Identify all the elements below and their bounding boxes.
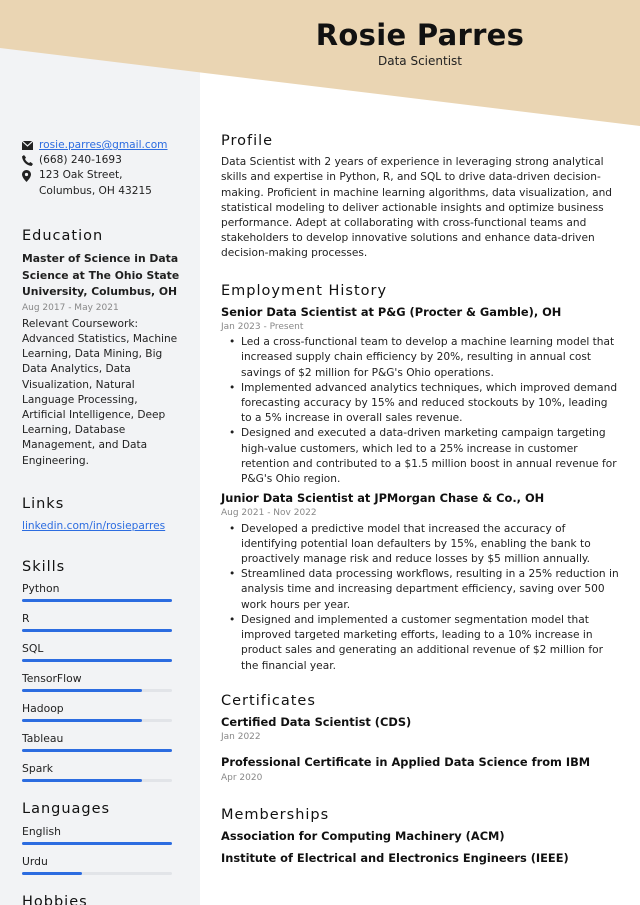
phone-icon (22, 153, 39, 168)
job-title: Senior Data Scientist at P&G (Procter & Gamble), OH (221, 304, 562, 319)
level-bar (22, 689, 172, 692)
level-bar-fill (22, 719, 142, 722)
job-bullet: • Implemented advanced analytics techniques, which improved demand forecasting accuracy by 15% and reduced stockouts by 10%, leading to a 5% increase in overall sales revenue. (241, 381, 621, 427)
linkedin-link[interactable]: linkedin.com/in/rosieparres (22, 519, 166, 532)
education-date: Aug 2017 - May 2021 (22, 302, 119, 313)
level-bar-fill (22, 842, 172, 845)
job-bullets (221, 335, 621, 487)
skill-name: SQL (22, 642, 44, 656)
contact-block (22, 138, 182, 199)
skill-item (22, 672, 182, 692)
level-bar-fill (22, 599, 172, 602)
level-bar (22, 779, 172, 782)
skill-item (22, 642, 182, 662)
links-heading: Links (22, 495, 65, 512)
certificates-heading: Certificates (221, 692, 316, 709)
memberships-section (221, 808, 621, 867)
job-bullets (221, 522, 621, 674)
certificates-list (221, 715, 621, 786)
certificate-name: Professional Certificate in Applied Data Science from IBM (221, 755, 591, 770)
job-bullet: • Designed and executed a data-driven marketing campaign targeting high-value customers, which led to a 25% increase in customer retention and contributed to a $1.5 million boost in annual revenue for P&G's Ohio region. (241, 426, 621, 487)
job-entry (221, 305, 621, 487)
job-bullet: • Designed and implemented a customer segmentation model that improved targeted marketing efforts, leading to a 10% increase in product sales and generating an additional revenue of $2 million for the financial year. (241, 613, 621, 674)
certificate-entry (221, 715, 621, 745)
membership-item: Institute of Electrical and Electronics Engineers (IEEE) (221, 851, 569, 866)
address: 123 Oak Street, Columbus, OH 43215 (39, 169, 152, 197)
membership-item: Association for Computing Machinery (ACM) (221, 828, 505, 843)
employment-heading: Employment History (221, 282, 388, 299)
main-content (221, 134, 621, 888)
level-bar-fill (22, 689, 142, 692)
resume-title: Data Scientist (378, 54, 462, 68)
skill-item (22, 702, 182, 722)
education-coursework: Relevant Coursework: Advanced Statistics, Machine Learning, Data Mining, Big Data Analytics, Data Visualization, Natural Language Processing, Artificial Intelligence, Deep Learning, Database Management, and Data Engineering. (22, 317, 178, 467)
certificate-date: Jan 2022 (221, 732, 261, 743)
job-bullet: • Developed a predictive model that increased the accuracy of identifying potential loan defaulters by 15%, enabling the bank to proactively manage risk and reduce losses by $5 million annually. (241, 522, 621, 568)
language-item (22, 825, 182, 845)
language-item (22, 855, 182, 875)
contact-phone (22, 153, 182, 168)
level-bar-fill (22, 872, 82, 875)
certificate-name: Certified Data Scientist (CDS) (221, 714, 412, 729)
job-date: Aug 2021 - Nov 2022 (221, 508, 317, 519)
memberships-list (221, 829, 621, 866)
employment-section (221, 284, 621, 674)
level-bar (22, 842, 172, 845)
memberships-heading: Memberships (221, 806, 330, 823)
languages-heading: Languages (22, 801, 111, 818)
location-pin-icon (22, 168, 39, 183)
skill-item (22, 732, 182, 752)
level-bar-fill (22, 629, 172, 632)
level-bar (22, 872, 172, 875)
languages-list (22, 825, 182, 875)
skill-item (22, 612, 182, 632)
skill-name: Hadoop (22, 702, 64, 716)
resume-name: Rosie Parres (315, 18, 525, 52)
job-bullet: • Streamlined data processing workflows, resulting in a 25% reduction in analysis time and increasing department efficiency, saving over 500 work hours per year. (241, 567, 621, 613)
language-name: Urdu (22, 854, 48, 868)
certificate-date: Apr 2020 (221, 772, 263, 783)
envelope-icon (22, 138, 39, 153)
level-bar-fill (22, 749, 172, 752)
phone-number: (668) 240-1693 (39, 154, 122, 167)
level-bar (22, 719, 172, 722)
job-title: Junior Data Scientist at JPMorgan Chase & Co., OH (221, 491, 545, 506)
skills-list (22, 582, 182, 782)
job-entry (221, 491, 621, 673)
level-bar (22, 629, 172, 632)
skill-name: Spark (22, 762, 54, 776)
job-date: Jan 2023 - Present (221, 322, 304, 333)
certificates-section (221, 694, 621, 786)
sidebar (22, 138, 182, 905)
skills-heading: Skills (22, 559, 66, 576)
email-link[interactable]: rosie.parres@gmail.com (39, 139, 168, 151)
level-bar (22, 749, 172, 752)
education-heading: Education (22, 227, 104, 244)
contact-email (22, 138, 182, 153)
certificate-entry (221, 755, 621, 785)
hobbies-heading: Hobbies (22, 893, 88, 905)
level-bar-fill (22, 779, 142, 782)
skill-item (22, 582, 182, 602)
skill-name: Tableau (22, 732, 64, 746)
level-bar-fill (22, 659, 172, 662)
profile-heading: Profile (221, 133, 274, 149)
skill-name: TensorFlow (22, 672, 82, 686)
contact-address (22, 168, 182, 198)
skill-item (22, 762, 182, 782)
level-bar (22, 599, 172, 602)
job-bullet: • Led a cross-functional team to develop a machine learning model that increased supply chain efficiency by 20%, resulting in annual cost savings of $2 million for P&G's Ohio operations. (241, 335, 621, 381)
skill-name: R (22, 612, 30, 626)
level-bar (22, 659, 172, 662)
jobs-list (221, 305, 621, 674)
education-degree: Master of Science in Data Science at The Ohio State University, Columbus, OH (22, 252, 180, 299)
profile-text: Data Scientist with 2 years of experience in leveraging strong analytical skills and expertise in Python, R, and SQL to drive data-driven decision-making. Proficient in machine learning algorithms, data visualization, and statistical modeling to deliver actionable insights and optimize business performance. Adept at collaborating with cross-functional teams and stakeholders to develop innovative solutions and enhance data-driven decision-making processes. (221, 156, 613, 260)
skill-name: Python (22, 582, 60, 596)
profile-section (221, 134, 621, 262)
language-name: English (22, 824, 61, 838)
